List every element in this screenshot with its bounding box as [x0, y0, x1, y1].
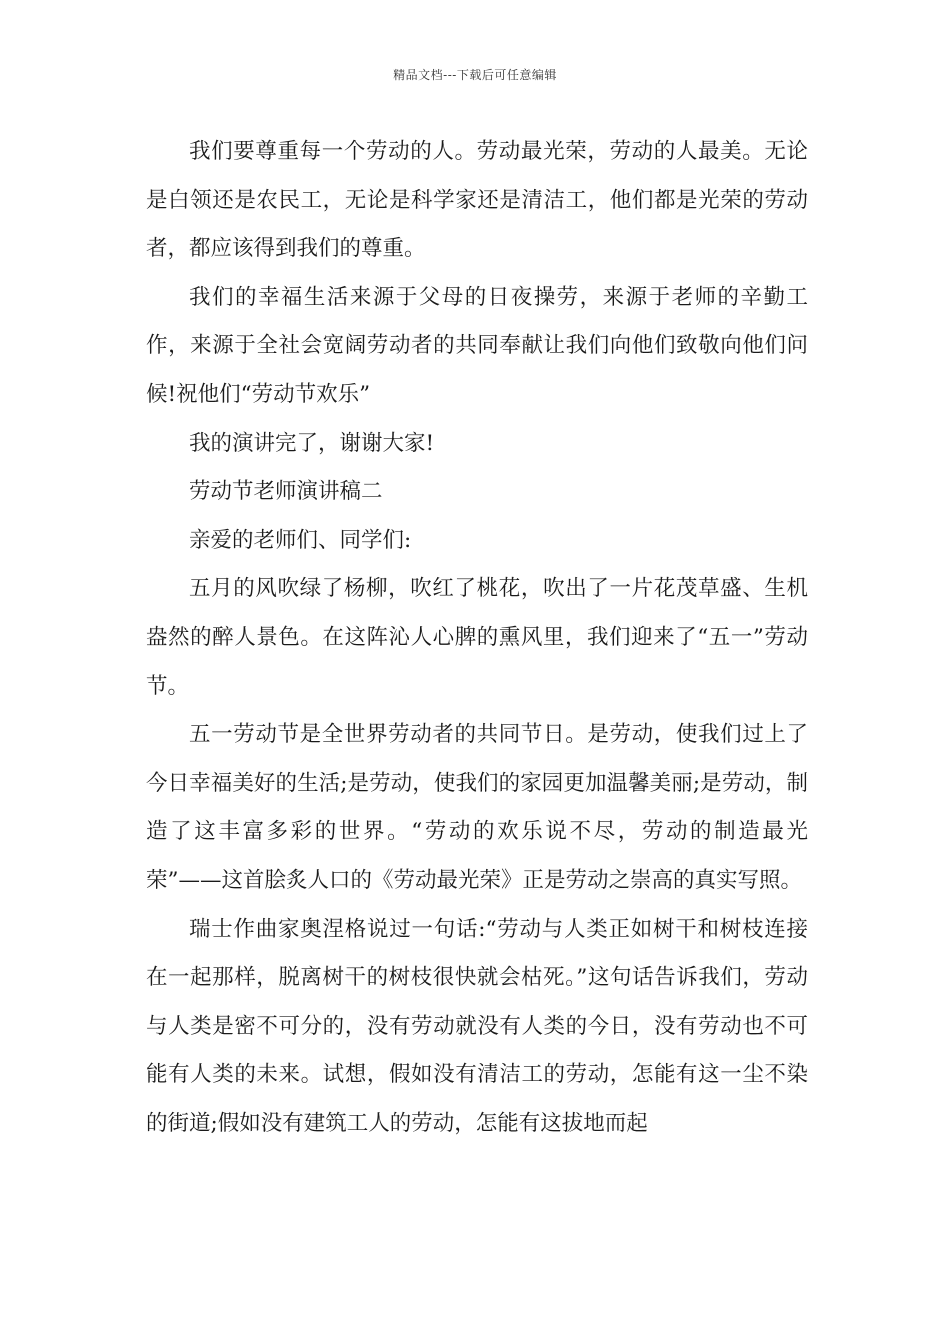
paragraph: 五一劳动节是全世界劳动者的共同节日。是劳动，使我们过上了今日幸福美好的生活;是劳动，使我们的家园更加温馨美丽;是劳动，制造了这丰富多彩的世界。“劳动的欢乐说不尽，劳动的制造最光荣”——这首脍炙人口的《劳动最光荣》正是劳动之崇高的真实写照。: [146, 722, 808, 893]
section-title: 劳动节老师演讲稿二: [189, 479, 383, 505]
paragraph: 瑞士作曲家奥涅格说过一句话:“劳动与人类正如树干和树枝连接在一起那样，脱离树干的树枝很快就会枯死。”这句话告诉我们，劳动与人类是密不可分的，没有劳动就没有人类的今日，没有劳动也不可能有人类的未来。试想，假如没有清洁工的劳动，怎能有这一尘不染的街道;假如没有建筑工人的劳动，怎能有这拔地而起: [146, 916, 808, 1136]
paragraph: 五月的风吹绿了杨柳，吹红了桃花，吹出了一片花茂草盛、生机盎然的醉人景色。在这阵沁人心脾的熏风里，我们迎来了“五一”劳动节。: [146, 576, 808, 699]
page-header: 精品文档---下载后可任意编辑: [393, 68, 557, 82]
salutation: 亲爱的老师们、同学们:: [189, 527, 412, 553]
paragraph: 我的演讲完了，谢谢大家!: [189, 430, 435, 456]
document-body: [146, 128, 808, 1148]
paragraph: 我们要尊重每一个劳动的人。劳动最光荣，劳动的人最美。无论是白领还是农民工，无论是科学家还是清洁工，他们都是光荣的劳动者，都应该得到我们的尊重。: [146, 139, 808, 262]
paragraph: 我们的幸福生活来源于父母的日夜操劳，来源于老师的辛勤工作，来源于全社会宽阔劳动者的共同奉献让我们向他们致敬向他们问候!祝他们“劳动节欢乐”: [146, 284, 808, 407]
